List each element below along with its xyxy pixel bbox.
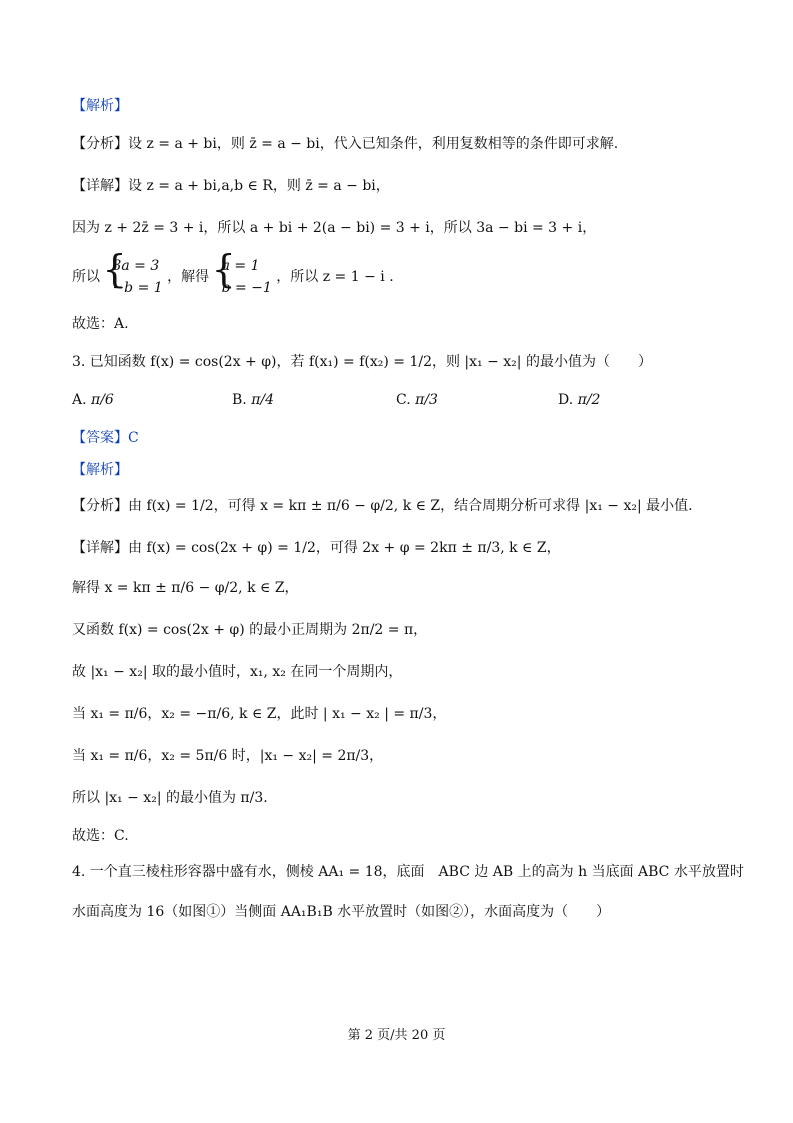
q3-case1: 当 x₁ = π/6，x₂ = −π/6, k ∈ Z，此时 | x₁ − x₂ | = π/3， <box>72 706 447 722</box>
q4-line2: 水面高度为 16（如图①）当侧面 AA₁B₁B 水平放置时（如图②），水面高度为（ ） <box>72 904 611 920</box>
q2-because: 因为 z + 2z̄ = 3 + i，所以 a + bi + 2(a − bi) = 3 + i，所以 3a − bi = 3 + i， <box>72 220 597 236</box>
q2-analysis: 【分析】设 z = a + bi，则 z̄ = a − bi，代入已知条件，利用复数相等的条件即可求解. <box>72 136 619 152</box>
q3-analysis: 【分析】由 f(x) = 1/2，可得 x = kπ ± π/6 − φ/2, k ∈ Z，结合周期分析可求得 |x₁ − x₂| 最小值. <box>72 498 693 514</box>
q2-answer: 故选：A. <box>72 316 129 332</box>
q3-detail: 【详解】由 f(x) = cos(2x + φ) = 1/2，可得 2x + φ = 2kπ ± π/3, k ∈ Z， <box>72 540 561 556</box>
equation-system-2: { a = 1 b = −1 <box>214 255 272 299</box>
q3-jiexi: 【解析】 <box>72 462 128 478</box>
q3-min-case: 故 |x₁ − x₂| 取的最小值时，x₁, x₂ 在同一个周期内， <box>72 664 403 680</box>
q3-conclusion: 所以 |x₁ − x₂| 的最小值为 π/3. <box>72 790 268 806</box>
q3-option-a: A. π/6 <box>72 392 114 408</box>
q3-answer: 【答案】C <box>72 430 139 446</box>
q3-option-c: C. π/3 <box>396 392 438 408</box>
q3-final: 故选：C. <box>72 828 129 844</box>
q3-solve: 解得 x = kπ ± π/6 − φ/2, k ∈ Z， <box>72 580 299 596</box>
q2-detail: 【详解】设 z = a + bi,a,b ∈ R，则 z̄ = a − bi， <box>72 178 390 194</box>
equation-system-1: { 3a = 3 −b = 1 <box>104 255 162 299</box>
q3-option-b: B. π/4 <box>232 392 275 408</box>
page-footer: 第 2 页/共 20 页 <box>347 1028 446 1043</box>
q3-option-d: D. π/2 <box>558 392 601 408</box>
q2-systems: 所以 { 3a = 3 −b = 1 ，解得 { a = 1 b = −1 ，所以 z = 1 − i . <box>72 254 753 300</box>
q3-stem: 3. 已知函数 f(x) = cos(2x + φ)，若 f(x₁) = f(x₂) = 1/2，则 |x₁ − x₂| 的最小值为（ ） <box>72 354 652 370</box>
jiexi-heading: 【解析】 <box>72 98 128 114</box>
q3-case2: 当 x₁ = π/6，x₂ = 5π/6 时，|x₁ − x₂| = 2π/3， <box>72 748 384 764</box>
q4-line1: 4. 一个直三棱柱形容器中盛有水，侧棱 AA₁ = 18，底面 ABC 边 AB 上的高为 h 当底面 ABC 水平放置时 <box>72 864 744 880</box>
q3-period: 又函数 f(x) = cos(2x + φ) 的最小正周期为 2π/2 = π， <box>72 622 428 638</box>
